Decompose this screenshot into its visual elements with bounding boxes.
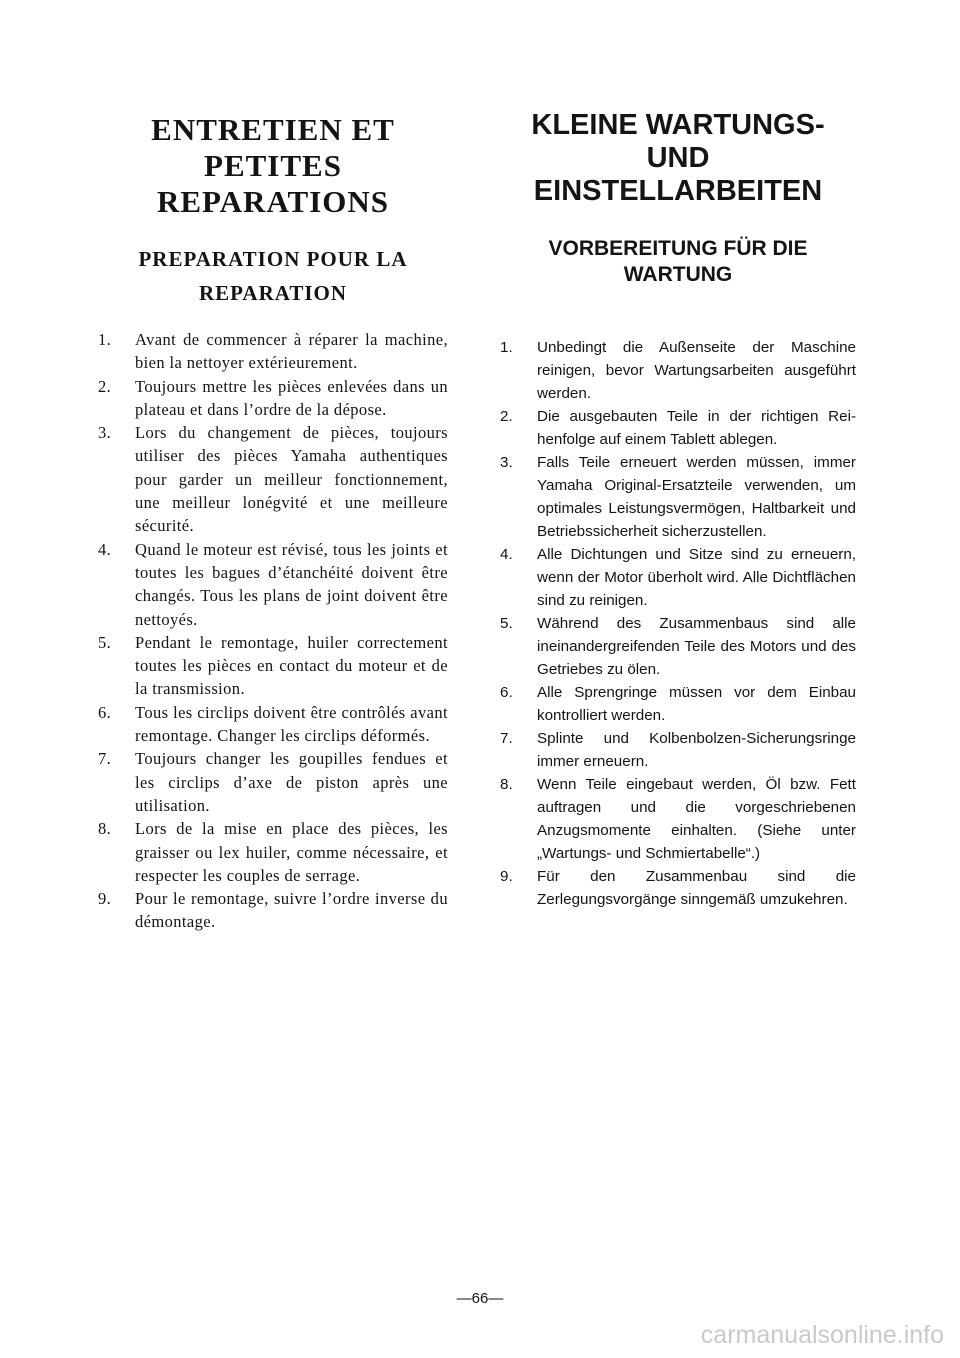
item-text: Toujours mettre les pièces enlevées dans un plateau et dans l’ordre de la dépose. bbox=[135, 376, 448, 419]
item-number: 6. bbox=[98, 702, 112, 722]
item-text: Tous les circlips doivent être contrôlés avant remontage. Changer les circlips déformés. bbox=[135, 702, 448, 746]
item-number: 2. bbox=[98, 376, 112, 396]
german-section-title: KLEINE WARTUNGS- UND EINSTELLARBEITEN bbox=[531, 109, 825, 207]
item-number: 4. bbox=[98, 539, 112, 559]
list-item bbox=[500, 865, 856, 911]
item-text: Pendant le remontage, huiler correctement toutes les pièces en contact du moteur et de la transmission. bbox=[135, 632, 448, 699]
item-number: 8. bbox=[98, 819, 112, 839]
list-item bbox=[98, 887, 448, 934]
list-item bbox=[500, 451, 856, 543]
item-text: Avant de commencer à réparer la machine, bien la nettoyer extérieurement. bbox=[135, 330, 448, 373]
item-number: 5. bbox=[500, 615, 513, 632]
french-instruction-list bbox=[98, 328, 448, 934]
item-text: Alle Dichtungen und Sitze sind zu erneuern, wenn der Motor überholt wird. Alle Dichtflächen sind zu reinigen. bbox=[537, 546, 856, 609]
item-text: Die ausgebauten Teile in der richtigen Rei-henfolge auf einem Tablett ablegen. bbox=[537, 408, 856, 448]
item-text: Unbedingt die Außenseite der Maschine reinigen, bevor Wartungsarbeiten ausgeführt werden. bbox=[537, 339, 856, 402]
item-number: 3. bbox=[98, 423, 112, 443]
list-item bbox=[98, 328, 448, 375]
item-text: Lors de la mise en place des pièces, les graisser ou lex huiler, comme nécessaire, et respecter les couples de serrage. bbox=[135, 819, 448, 885]
list-item bbox=[98, 817, 448, 887]
german-instruction-list bbox=[500, 336, 856, 911]
list-item bbox=[500, 773, 856, 865]
list-item bbox=[98, 631, 448, 701]
item-text: Quand le moteur est révisé, tous les joints et toutes les bagues d’étanchéité doivent être changés. Tous les plans de joint doivent être nettoyés. bbox=[135, 539, 448, 629]
list-item bbox=[98, 701, 448, 748]
list-item bbox=[500, 336, 856, 405]
item-text: Während des Zusammenbaus sind alle ineinandergreifenden Teile des Motors und des Getriebes zu ölen. bbox=[537, 615, 856, 678]
item-text: Alle Sprengringe müssen vor dem Einbau kontrolliert werden. bbox=[537, 684, 856, 724]
item-text: Falls Teile erneuert werden müssen, immer Yamaha Original-Ersatzteile verwenden, um optimales Leistungsvermögen, Haltbarkeit und Betriebssicherheit sicherzustellen. bbox=[537, 454, 856, 540]
item-text: Pour le remontage, suivre l’ordre inverse du démontage. bbox=[135, 889, 448, 932]
item-number: 3. bbox=[500, 454, 513, 471]
item-text: Für den Zusammenbau sind die Zerlegungsvorgänge sinngemäß umzukehren. bbox=[537, 868, 856, 908]
item-number: 1. bbox=[98, 330, 112, 349]
list-item bbox=[98, 747, 448, 817]
list-item bbox=[500, 681, 856, 727]
item-number: 9. bbox=[98, 889, 112, 909]
item-number: 1. bbox=[500, 339, 513, 356]
list-item bbox=[500, 727, 856, 773]
item-number: 9. bbox=[500, 868, 513, 885]
item-number: 5. bbox=[98, 632, 112, 652]
watermark-text[interactable]: carmanualsonline.info bbox=[700, 1321, 944, 1349]
list-item bbox=[98, 375, 448, 422]
item-number: 2. bbox=[500, 408, 513, 425]
list-item bbox=[500, 612, 856, 681]
page-number: —66— bbox=[456, 1290, 504, 1307]
item-number: 8. bbox=[500, 776, 513, 793]
french-subsection-title: PREPARATION POUR LA REPARATION bbox=[138, 247, 408, 305]
list-item bbox=[500, 405, 856, 451]
item-number: 7. bbox=[98, 749, 112, 769]
item-text: Wenn Teile eingebaut werden, Öl bzw. Fett auftragen und die vorgeschriebenen Anzugsmomente einhalten. (Siehe unter „Wartungs- und Schmiertabelle“.) bbox=[537, 776, 856, 862]
item-text: Lors du changement de pièces, toujours utiliser des pièces Yamaha authentiques pour garder un meilleur fonctionnement, une meilleur lonégvité et une meilleure sécurité. bbox=[135, 423, 448, 536]
item-number: 4. bbox=[500, 546, 513, 563]
list-item bbox=[98, 421, 448, 537]
french-section-title: ENTRETIEN ET PETITES REPARATIONS bbox=[151, 112, 395, 219]
item-text: Toujours changer les goupilles fendues et les circlips d’axe de piston après une utilisation. bbox=[135, 749, 448, 815]
item-number: 7. bbox=[500, 730, 513, 747]
german-subsection-title: VORBEREITUNG FÜR DIE WARTUNG bbox=[548, 237, 808, 286]
item-number: 6. bbox=[500, 684, 513, 701]
list-item bbox=[98, 538, 448, 631]
item-text: Splinte und Kolbenbolzen-Sicherungsringe immer erneuern. bbox=[537, 730, 856, 770]
list-item bbox=[500, 543, 856, 612]
